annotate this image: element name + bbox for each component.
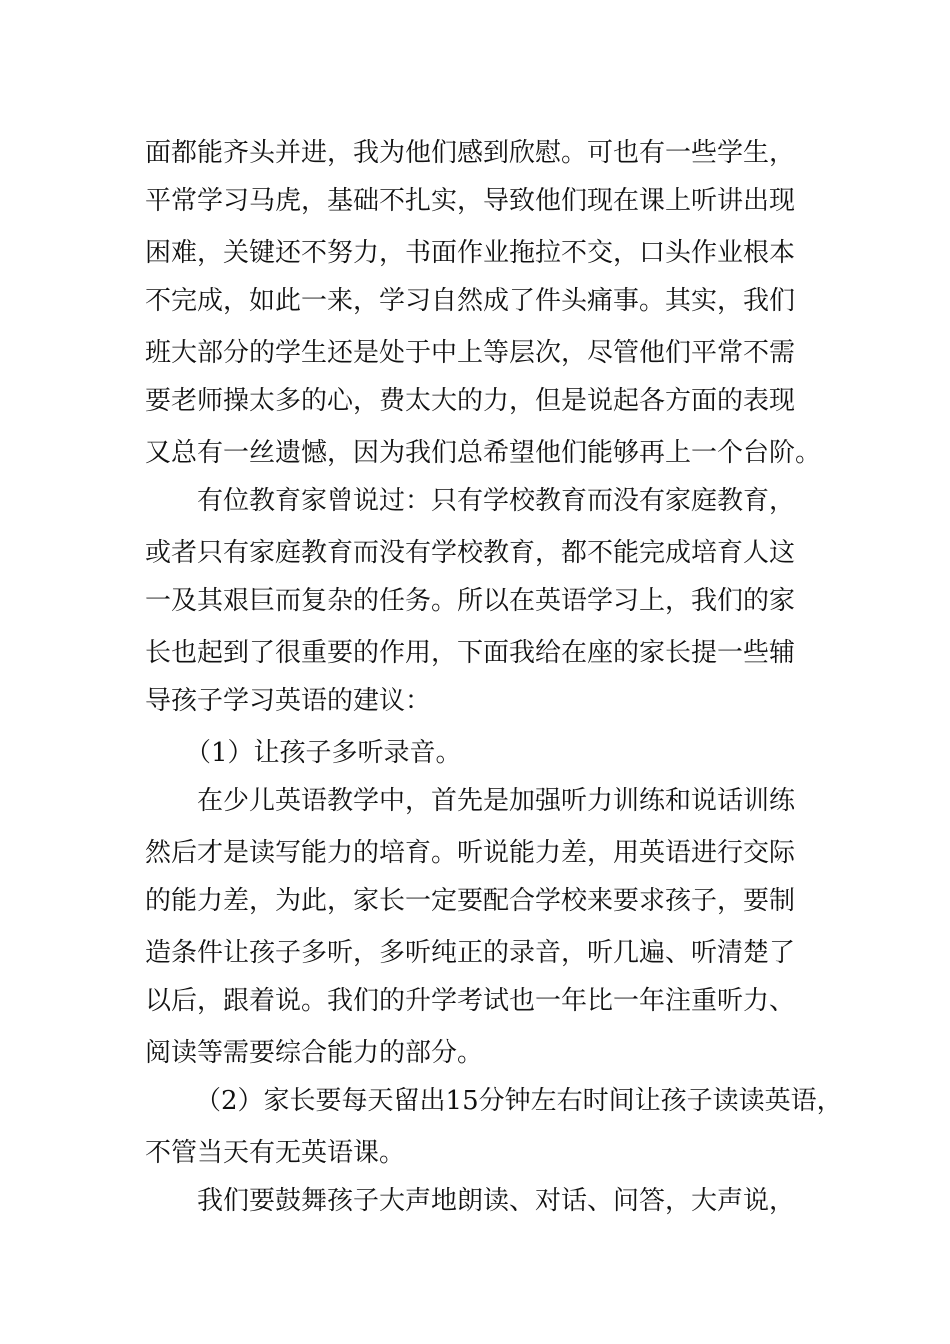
text-line: 然后才是读写能力的培育。听说能力差，用英语进行交际 [145, 838, 796, 868]
text-line: 导孩子学习英语的建议： [145, 686, 432, 716]
text-line: 又总有一丝遗憾，因为我们总希望他们能够再上一个台阶。 [145, 438, 822, 468]
paragraph-start-line: 有位教育家曾说过：只有学校教育而没有家庭教育， [197, 486, 796, 516]
text-line: 一及其艰巨而复杂的任务。所以在英语学习上，我们的家 [145, 586, 796, 616]
text-line: 面都能齐头并进，我为他们感到欣慰。可也有一些学生， [145, 138, 796, 168]
text-line: 班大部分的学生还是处于中上等层次，尽管他们平常不需 [145, 338, 796, 368]
text-line: 长也起到了很重要的作用，下面我给在座的家长提一些辅 [145, 638, 796, 668]
text-line: 的能力差，为此，家长一定要配合学校来要求孩子，要制 [145, 886, 796, 916]
text-line: 困难，关键还不努力，书面作业拖拉不交，口头作业根本 [145, 238, 796, 268]
list-item-heading: （1）让孩子多听录音。 [185, 738, 462, 768]
text-line: 平常学习马虎，基础不扎实，导致他们现在课上听讲出现 [145, 186, 796, 216]
text-line: 不管当天有无英语课。 [145, 1138, 406, 1168]
text-line: 造条件让孩子多听，多听纯正的录音，听几遍、听清楚了 [145, 938, 796, 968]
text-line: 不完成，如此一来，学习自然成了件头痛事。其实，我们 [145, 286, 796, 316]
text-line: 或者只有家庭教育而没有学校教育，都不能完成培育人这 [145, 538, 796, 568]
text-line: 要老师操太多的心，费太大的力，但是说起各方面的表现 [145, 386, 796, 416]
text-line: 以后，跟着说。我们的升学考试也一年比一年注重听力、 [145, 986, 796, 1016]
paragraph-start-line: 在少儿英语教学中，首先是加强听力训练和说话训练 [197, 786, 796, 816]
list-item-heading: （2）家长要每天留出15分钟左右时间让孩子读读英语， [195, 1086, 843, 1116]
text-line: 阅读等需要综合能力的部分。 [145, 1038, 484, 1068]
paragraph-start-line: 我们要鼓舞孩子大声地朗读、对话、问答，大声说， [197, 1186, 796, 1216]
